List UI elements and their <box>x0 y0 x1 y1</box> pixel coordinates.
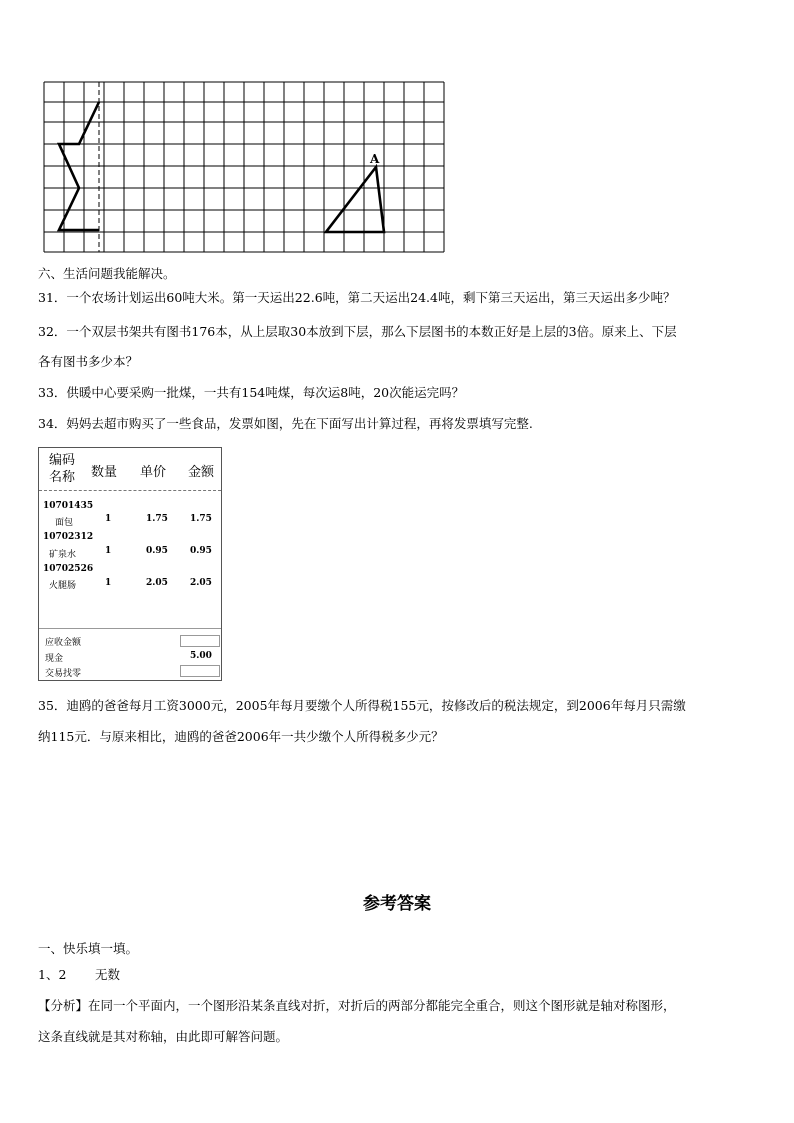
item-name: 火腿肠 <box>49 581 77 591</box>
header-divider <box>39 490 221 491</box>
header-code-line: 编码 <box>49 453 76 468</box>
item-price: 1.75 <box>146 514 168 524</box>
question-32-line1: 32．一个双层书架共有图书176本，从上层取30本放到下层，那么下层图书的本数正好是上层的3倍。原来上、下层 <box>38 324 677 339</box>
receivable-label: 应收金额 <box>45 638 82 648</box>
footer-divider <box>39 628 221 629</box>
triangle <box>326 167 384 232</box>
receipt <box>38 447 222 681</box>
item-qty: 1 <box>105 546 112 556</box>
item-amount: 1.75 <box>190 514 212 524</box>
question-35-line1: 35．迪鸥的爸爸每月工资3000元，2005年每月要缴个人所得税155元，按修改后的税法规定，到2006年每月只需缴 <box>38 698 686 713</box>
item-qty: 1 <box>105 514 112 524</box>
item-qty: 1 <box>105 578 112 588</box>
cash-label: 现金 <box>45 654 64 664</box>
answer-1-number: 1、2 <box>38 967 67 982</box>
question-34: 34．妈妈去超市购买了一些食品，发票如图，先在下面写出计算过程，再将发票填写完整. <box>38 416 533 431</box>
header-quantity: 数量 <box>91 465 118 480</box>
item-name: 面包 <box>55 518 74 528</box>
analysis-line1: 【分析】在同一个平面内，一个图形沿某条直线对折，对折后的两部分都能完全重合，则这个图形就是轴对称图形， <box>38 998 676 1013</box>
section6-heading: 六、生活问题我能解决。 <box>38 266 176 281</box>
item-code: 10702526 <box>43 564 94 574</box>
analysis-line2: 这条直线就是其对称轴，由此即可解答问题。 <box>38 1029 289 1044</box>
item-amount: 2.05 <box>190 578 212 588</box>
vertex-label-a: A <box>370 152 380 166</box>
item-code: 10702312 <box>43 532 94 542</box>
receivable-blank[interactable] <box>180 635 220 647</box>
question-33: 33．供暖中心要采购一批煤，一共有154吨煤，每次运8吨，20次能运完吗？ <box>38 385 465 400</box>
header-amount: 金额 <box>188 465 215 480</box>
grid-figure <box>40 78 450 258</box>
question-35-line2: 纳115元．与原来相比，迪鸥的爸爸2006年一共少缴个人所得税多少元？ <box>38 729 444 744</box>
answer-1-text: 无数 <box>95 967 121 982</box>
item-price: 0.95 <box>146 546 168 556</box>
item-code: 10701435 <box>43 501 94 511</box>
answers-title: 参考答案 <box>363 894 431 914</box>
item-amount: 0.95 <box>190 546 212 556</box>
header-name-line: 名称 <box>49 470 76 485</box>
question-32-line2: 各有图书多少本？ <box>38 354 139 369</box>
header-unit-price: 单价 <box>140 465 167 480</box>
item-name: 矿泉水 <box>49 550 77 560</box>
header-code-name <box>49 452 75 486</box>
change-label: 交易找零 <box>45 669 82 679</box>
answers-section1-heading: 一、快乐填一填。 <box>38 941 139 956</box>
cash-value: 5.00 <box>190 651 212 661</box>
item-price: 2.05 <box>146 578 168 588</box>
change-blank[interactable] <box>180 665 220 677</box>
question-31: 31．一个农场计划运出60吨大米。第一天运出22.6吨，第二天运出24.4吨，剩下第三天运出，第三天运出多少吨？ <box>38 290 676 305</box>
